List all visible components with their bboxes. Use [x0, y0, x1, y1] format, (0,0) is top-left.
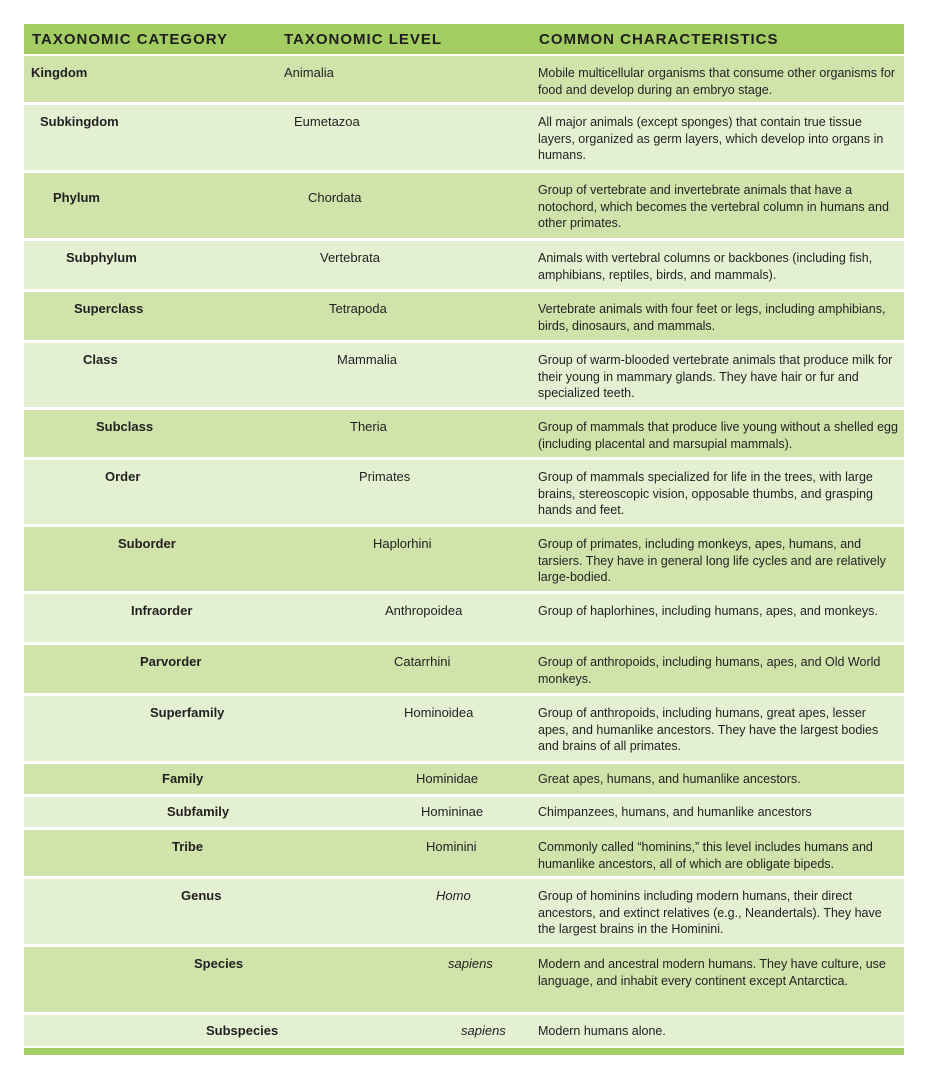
table-row [24, 105, 904, 170]
characteristics-cell: Animals with vertebral columns or backbones (including fish, amphibians, reptiles, birds, and mammals). [538, 251, 873, 282]
table-row [24, 764, 904, 794]
characteristics-cell: Chimpanzees, humans, and humanlike ancestors [538, 805, 812, 819]
level-cell: sapiens [461, 1023, 506, 1038]
characteristics-cell: Group of primates, including monkeys, apes, humans, and tarsiers. They have in general long life cycles and are relatively large-bodied. [538, 537, 886, 584]
characteristics-cell: Group of vertebrate and invertebrate animals that have a notochord, which becomes the vertebral column in humans and other primates. [538, 183, 889, 230]
table-footer-bar [24, 1048, 904, 1055]
table-row [24, 343, 904, 407]
table-row [24, 292, 904, 340]
characteristics-cell: Vertebrate animals with four feet or legs, including amphibians, birds, dinosaurs, and mammals. [538, 302, 886, 333]
characteristics-cell: Mobile multicellular organisms that consume other organisms for food and develop during an embryo stage. [538, 66, 896, 97]
category-cell: Subclass [96, 419, 154, 434]
level-cell: Primates [359, 469, 411, 484]
characteristics-cell: Group of haplorhines, including humans, apes, and monkeys. [538, 604, 878, 618]
table-row [24, 173, 904, 238]
characteristics-cell: Group of mammals that produce live young without a shelled egg (including placental and marsupial mammals). [538, 420, 898, 451]
level-cell: Mammalia [337, 352, 397, 367]
table-row [24, 1015, 904, 1046]
level-cell: Hominini [426, 839, 477, 854]
level-cell: Catarrhini [394, 654, 451, 669]
level-cell: Animalia [284, 65, 334, 80]
table-row [24, 241, 904, 289]
category-cell: Suborder [118, 536, 176, 551]
level-cell: Hominidae [416, 771, 479, 786]
characteristics-cell: Group of anthropoids, including humans, great apes, lesser apes, and humanlike ancestors. They have the largest bodies and brains of all primates. [538, 706, 879, 753]
level-cell: Vertebrata [320, 250, 380, 265]
level-cell: Haplorhini [373, 536, 432, 551]
level-cell: Anthropoidea [385, 603, 463, 618]
characteristics-cell: Group of hominins including modern humans, their direct ancestors, and extinct relatives (e.g., Neandertals). They have the largest brains in the Hominini. [538, 889, 882, 936]
category-cell: Kingdom [31, 65, 88, 80]
category-cell: Class [83, 352, 118, 367]
table-row [24, 527, 904, 591]
table-row [24, 410, 904, 457]
category-cell: Subspecies [206, 1023, 279, 1038]
table-row [24, 879, 904, 944]
header-common-characteristics: COMMON CHARACTERISTICS [539, 30, 779, 48]
category-cell: Superfamily [150, 705, 225, 720]
characteristics-cell: Commonly called “hominins,” this level includes humans and humanlike ancestors, all of which are obligate bipeds. [538, 840, 873, 871]
category-cell: Phylum [53, 190, 100, 205]
characteristics-cell: Group of warm-blooded vertebrate animals that produce milk for their young in mammary glands. They have hair or fur and specialized teeth. [538, 353, 893, 400]
characteristics-cell: Great apes, humans, and humanlike ancestors. [538, 772, 801, 786]
category-cell: Tribe [172, 839, 204, 854]
table-row [24, 645, 904, 693]
taxonomy-table [24, 24, 904, 1038]
category-cell: Order [105, 469, 141, 484]
level-cell: Theria [350, 419, 387, 434]
category-cell: Subkingdom [40, 114, 119, 129]
characteristics-cell: Modern humans alone. [538, 1024, 666, 1038]
characteristics-cell: Group of anthropoids, including humans, apes, and Old World monkeys. [538, 655, 881, 686]
category-cell: Family [162, 771, 204, 786]
level-cell: sapiens [448, 956, 493, 971]
level-cell: Chordata [308, 190, 362, 205]
table-row [24, 947, 904, 1012]
characteristics-cell: Group of mammals specialized for life in the trees, with large brains, stereoscopic vision, opposable thumbs, and grasping hands and feet. [538, 470, 873, 517]
table-header [24, 24, 904, 54]
table-row [24, 594, 904, 642]
characteristics-cell: All major animals (except sponges) that contain true tissue layers, organized as germ layers, which develop into organs in humans. [538, 115, 884, 162]
category-cell: Genus [181, 888, 222, 903]
category-cell: Subfamily [167, 804, 230, 819]
table-row [24, 460, 904, 524]
category-cell: Infraorder [131, 603, 193, 618]
level-cell: Homininae [421, 804, 484, 819]
category-cell: Parvorder [140, 654, 202, 669]
level-cell: Homo [436, 888, 471, 903]
category-cell: Superclass [74, 301, 144, 316]
category-cell: Subphylum [66, 250, 137, 265]
header-taxonomic-level: TAXONOMIC LEVEL [284, 30, 443, 48]
table-row [24, 56, 904, 102]
characteristics-cell: Modern and ancestral modern humans. They have culture, use language, and inhabit every continent except Antarctica. [538, 957, 886, 988]
table-row [24, 696, 904, 761]
category-cell: Species [194, 956, 244, 971]
table-row [24, 830, 904, 876]
table-row [24, 797, 904, 827]
level-cell: Hominoidea [404, 705, 474, 720]
level-cell: Tetrapoda [329, 301, 387, 316]
header-taxonomic-category: TAXONOMIC CATEGORY [32, 30, 229, 48]
level-cell: Eumetazoa [294, 114, 360, 129]
